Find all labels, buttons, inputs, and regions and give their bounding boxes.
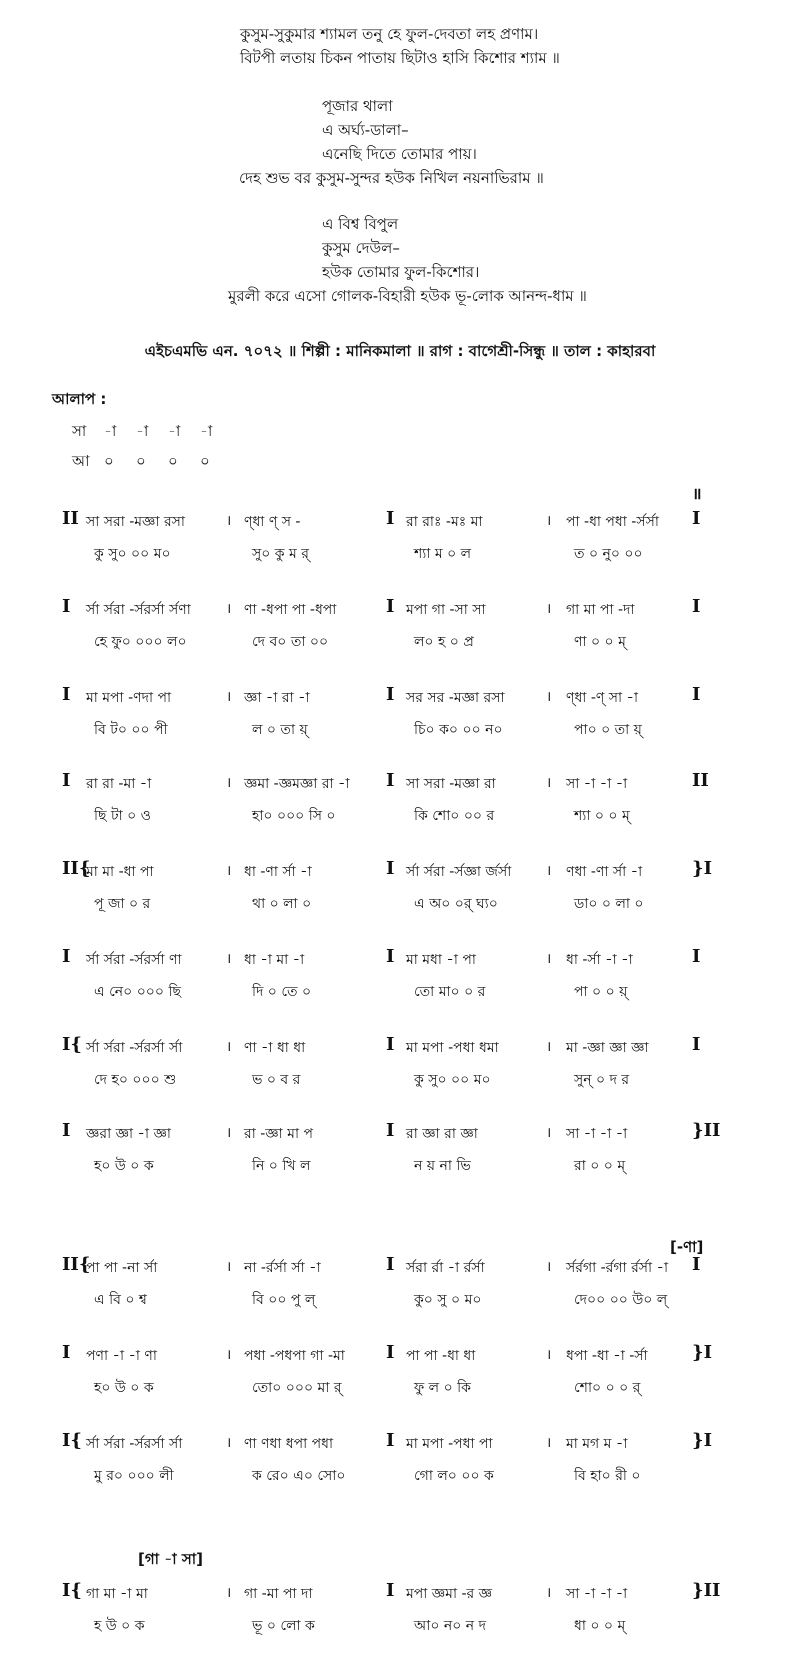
bar-line: I{ <box>62 1430 82 1451</box>
bar-line: । <box>226 951 232 967</box>
lyric-cell: এ বি ০ শ্ব <box>94 1292 147 1308</box>
lyric-cell: ছি টা ০ ও <box>94 808 151 824</box>
bar-line: । <box>226 513 232 529</box>
bar-line: I{ <box>62 1580 82 1601</box>
lyric-cell: পূ জা ০ র <box>94 896 151 912</box>
bar-line: । <box>226 1347 232 1363</box>
swara-cell: র্সা র্সরা -র্সরর্সা র্সা <box>86 1040 183 1056</box>
bar-line: । <box>226 1125 232 1141</box>
bar-line: II <box>62 508 79 529</box>
poem-line: এ বিশ্ব বিপুল <box>322 215 399 233</box>
swara-cell: ণা ণধা ধপা পধা <box>244 1436 334 1452</box>
bar-line: I <box>386 596 395 617</box>
swara-cell: ণ্ধা -ণ্ সা -া <box>566 690 639 706</box>
bar-line: }II <box>692 1580 721 1601</box>
alap-lyric: ০ <box>200 452 210 470</box>
swara-cell: রা জ্ঞা রা জ্ঞা <box>406 1126 478 1142</box>
lyric-cell: এ অ০ ০র্ ঘ্য০ <box>414 896 498 912</box>
swara-cell: ধা -া মা -া <box>244 952 305 968</box>
bar-line: II{ <box>62 858 91 879</box>
bar-line: I <box>386 1580 395 1601</box>
bar-line: । <box>226 1585 232 1601</box>
swara-cell: সা -া -া -া <box>566 1126 628 1142</box>
alap-lyric: আ <box>72 452 90 470</box>
bar-line: }I <box>692 1342 712 1363</box>
lyric-cell: পা ০ ০ য়্ <box>574 984 628 1000</box>
lyric-cell: এ নে০ ০০০ ছি <box>94 984 181 1000</box>
alap-swara: সা <box>72 422 87 440</box>
swara-cell: মপা গা -সা সা <box>406 602 486 618</box>
bar-line: । <box>546 601 552 617</box>
bar-line: I <box>386 1120 395 1141</box>
lyric-cell: কি শো০ ০০ র <box>414 808 495 824</box>
bar-line: I <box>62 946 71 967</box>
bar-line: । <box>226 689 232 705</box>
bar-line: I <box>62 684 71 705</box>
swara-cell: পা পা -ধা ধা <box>406 1348 476 1364</box>
lyric-cell: মু র০ ০০০ লী <box>94 1468 174 1484</box>
swara-cell: র্সা র্সরা -র্সরর্সা র্সণা <box>86 602 191 618</box>
swara-cell: ধপা -ধা -া -র্সা <box>566 1348 648 1364</box>
bar-line: I <box>386 946 395 967</box>
bar-line: । <box>546 775 552 791</box>
alap-lyric: ০ <box>168 452 178 470</box>
lyric-cell: চি০ ক০ ০০ ন০ <box>414 722 503 738</box>
swara-cell: জ্ঞা -া রা -া <box>244 690 310 706</box>
swara-cell: সা -া -া -া <box>566 1586 628 1602</box>
lyric-cell: ত ০ নু০ ০০ <box>574 546 643 562</box>
bar-line: I <box>692 684 701 705</box>
lyric-cell: কু০ সু ০ ম০ <box>414 1292 482 1308</box>
bar-line: । <box>546 1259 552 1275</box>
swara-cell: রা রাঃ -মঃ মা <box>406 514 483 530</box>
alap-swara: -া <box>136 422 149 440</box>
poem-line: বিটপী লতায় চিকন পাতায় ছিটাও হাসি কিশোর শ্যাম ॥ <box>240 49 560 67</box>
swara-cell: ণধা -ণা র্সা -া <box>566 864 643 880</box>
bar-line: I <box>386 770 395 791</box>
bar-line: I{ <box>62 1034 82 1055</box>
lyric-cell: ধা ০ ০ ম্ <box>574 1618 626 1634</box>
swara-cell: র্সা র্সরা -র্সরর্সা ণা <box>86 952 182 968</box>
swara-cell: মা মপা -ণদা পা <box>86 690 172 706</box>
swara-cell: ধা -ণা র্সা -া <box>244 864 312 880</box>
notation-row <box>0 596 800 666</box>
swara-cell: গা মা পা -দা <box>566 602 635 618</box>
swara-cell: জ্ঞরা জ্ঞা -া জ্ঞা <box>86 1126 171 1142</box>
bar-line: । <box>226 1039 232 1055</box>
poem-line: এ অর্ঘ্য-ডালা– <box>322 121 409 139</box>
lyric-cell: বি ট০ ০০ পী <box>94 722 168 738</box>
alap-swara-row <box>72 420 232 445</box>
bar-line: । <box>546 863 552 879</box>
swara-cell: না -র্রর্সা র্সা -া <box>244 1260 321 1276</box>
alap-swara: -া <box>200 422 213 440</box>
bar-line: I <box>692 596 701 617</box>
lyric-cell: গো ল০ ০০ ক <box>414 1468 494 1484</box>
lyric-cell: নি ০ খি ল <box>252 1158 311 1174</box>
poem-line: এনেছি দিতে তোমার পায়। <box>322 145 477 163</box>
bar-line: I <box>692 508 701 529</box>
lyric-cell: সু০ কু ম র্ <box>252 546 309 562</box>
bar-line: । <box>226 775 232 791</box>
alap-label: আলাপ : <box>52 390 107 408</box>
bar-line: I <box>692 1034 701 1055</box>
swara-cell: সা -া -া -া <box>566 776 628 792</box>
lyric-cell: রা ০ ০ ম্ <box>574 1158 626 1174</box>
lyric-cell: ল০ হ ০ প্র <box>414 634 474 650</box>
notation-row <box>0 858 800 928</box>
lyric-cell: কু সু০ ০০ ম০ <box>414 1072 491 1088</box>
lyric-cell: শ্যা ০ ০ ম্ <box>574 808 630 824</box>
poem-line: পূজার থালা <box>322 97 393 115</box>
swara-cell: মপা জ্ঞমা -র জ্ঞ <box>406 1586 493 1602</box>
lyric-cell: ণা ০ ০ ম্ <box>574 634 626 650</box>
lyric-cell: দে০০ ০০ উ০ ল্ <box>574 1292 668 1308</box>
lyric-cell: তো মা০ ০ র <box>414 984 486 1000</box>
swara-cell: সা সরা -মজ্ঞা রসা <box>86 514 185 530</box>
lyric-cell: ডা০ ০ লা ০ <box>574 896 644 912</box>
notation-row <box>0 1254 800 1324</box>
swara-cell: ণা -ধপা পা -ধপা <box>244 602 337 618</box>
alap-lyric-row <box>72 450 232 475</box>
bar-line: I <box>692 946 701 967</box>
lyric-cell: পা০ ০ তা য়্ <box>574 722 642 738</box>
lyric-cell: ভ ০ ব র <box>252 1072 301 1088</box>
notation-row <box>0 684 800 754</box>
swara-cell: মা মপা -পধা ধমা <box>406 1040 499 1056</box>
bar-line: II{ <box>62 1254 91 1275</box>
lyric-cell: ক রে০ এ০ সো০ <box>252 1468 346 1484</box>
bar-line: I <box>62 770 71 791</box>
swara-cell: মা মপা -পধা পা <box>406 1436 493 1452</box>
alap-lyric: ০ <box>136 452 146 470</box>
swara-cell: পা -ধা পধা -র্সর্সা <box>566 514 659 530</box>
bar-line: । <box>546 1585 552 1601</box>
swara-cell: র্সা র্সরা -র্সরর্সা র্সা <box>86 1436 183 1452</box>
lyric-cell: সুন্ ০ দ র <box>574 1072 630 1088</box>
poem-line: কুসুম-সুকুমার শ্যামল তনু হে ফুল-দেবতা লহ প্রণাম। <box>240 25 539 43</box>
lyric-cell: থা ০ লা ০ <box>252 896 312 912</box>
swara-cell: মা -জ্ঞা জ্ঞা জ্ঞা <box>566 1040 649 1056</box>
lyric-cell: তো০ ০০০ মা র্ <box>252 1380 342 1396</box>
lyric-cell: আ০ ন০ ন দ <box>414 1618 486 1634</box>
bar-line: I <box>386 1430 395 1451</box>
lyric-cell: ভূ ০ লো ক <box>252 1618 315 1634</box>
bar-line: । <box>226 601 232 617</box>
bar-line: }II <box>692 1120 721 1141</box>
bar-line: II <box>692 770 709 791</box>
bar-line: । <box>226 1435 232 1451</box>
notation-row <box>0 1342 800 1412</box>
bar-line: । <box>546 1125 552 1141</box>
lyric-cell: দি ০ তে ০ <box>252 984 312 1000</box>
variant-bracket: [-ণা] <box>670 1238 704 1256</box>
bar-line: I <box>62 1342 71 1363</box>
lyric-cell: বি ০০ পু ল্ <box>252 1292 316 1308</box>
bar-line: । <box>546 513 552 529</box>
swara-cell: গা -মা পা দা <box>244 1586 313 1602</box>
alap-swara: -া <box>104 422 117 440</box>
swara-cell: পধা -পধপা গা -মা <box>244 1348 345 1364</box>
bar-line: I <box>386 684 395 705</box>
swara-cell: মা মগ ম -া <box>566 1436 628 1452</box>
bar-line: । <box>546 951 552 967</box>
lyric-cell: হ০ উ ০ ক <box>94 1380 154 1396</box>
swara-cell: গা মা -া মা <box>86 1586 148 1602</box>
swara-cell: রা রা -মা -া <box>86 776 152 792</box>
swara-cell: মা মা -ধা পা <box>86 864 154 880</box>
swara-cell: রা -জ্ঞা মা প <box>244 1126 313 1142</box>
notation-row <box>0 1034 800 1104</box>
double-bar-mark: ॥ <box>692 484 702 503</box>
swara-cell: পণা -া -া ণা <box>86 1348 157 1364</box>
notation-row <box>0 1430 800 1500</box>
poem-line: কুসুম দেউল– <box>322 239 400 257</box>
poem-line: মুরলী করে এসো গোলক-বিহারী হউক ভূ-লোক আনন্দ-ধাম ॥ <box>228 287 587 305</box>
lyric-cell: ফু ল ০ কি <box>414 1380 471 1396</box>
variant-bracket: [গা -া সা] <box>138 1550 203 1568</box>
poem-line: দেহ শুভ বর কুসুম-সুন্দর হউক নিখিল নয়নাভিরাম ॥ <box>239 169 544 187</box>
lyric-cell: হে ফু০ ০০০ ল০ <box>94 634 187 650</box>
swara-cell: সর সর -মজ্ঞা রসা <box>406 690 505 706</box>
bar-line: । <box>226 863 232 879</box>
lyric-cell: দে হ০ ০০০ শু <box>94 1072 177 1088</box>
alap-lyric: ০ <box>104 452 114 470</box>
bar-line: I <box>386 858 395 879</box>
swara-cell: ণ্ধা ণ্ স - <box>244 514 301 530</box>
swara-cell: র্সর্রগা -র্রগা র্রর্সা -া <box>566 1260 669 1276</box>
bar-line: I <box>386 1342 395 1363</box>
bar-line: । <box>546 1435 552 1451</box>
alap-swara: -া <box>168 422 181 440</box>
lyric-cell: হ০ উ ০ ক <box>94 1158 154 1174</box>
lyric-cell: বি হা০ রী ০ <box>574 1468 641 1484</box>
notation-row <box>0 1120 800 1190</box>
bar-line: । <box>546 689 552 705</box>
bar-line: I <box>62 1120 71 1141</box>
swara-cell: র্সা র্সরা -র্সজ্ঞা র্জর্সা <box>406 864 512 880</box>
lyric-cell: শো০ ০ ০ র্ <box>574 1380 641 1396</box>
bar-line: I <box>386 508 395 529</box>
bar-line: I <box>62 596 71 617</box>
lyric-cell: হা০ ০০০ সি ০ <box>252 808 336 824</box>
lyric-cell: শ্যা ম ০ ল <box>414 546 472 562</box>
lyric-cell: দে ব০ তা ০০ <box>252 634 329 650</box>
swara-cell: পা পা -না র্সা <box>86 1260 158 1276</box>
lyric-cell: কু সু০ ০০ ম০ <box>94 546 171 562</box>
swara-cell: ণা -া ধা ধা <box>244 1040 306 1056</box>
bar-line: I <box>692 1254 701 1275</box>
swara-cell: সা সরা -মজ্ঞা রা <box>406 776 496 792</box>
notation-row <box>0 770 800 840</box>
notation-row <box>0 1580 800 1650</box>
bar-line: I <box>386 1254 395 1275</box>
bar-line: । <box>546 1039 552 1055</box>
bar-line: । <box>546 1347 552 1363</box>
notation-row <box>0 946 800 1016</box>
bar-line: }I <box>692 858 712 879</box>
bar-line: I <box>386 1034 395 1055</box>
swara-cell: ধা -র্সা -া -া <box>566 952 633 968</box>
lyric-cell: ন য় না ভি <box>414 1158 471 1174</box>
recording-heading: এইচএমভি এন. ৭০৭২ ॥ শিল্পী : মানিকমালা ॥ রাগ : বাগেশ্রী-সিন্ধু ॥ তাল : কাহারবা <box>144 342 656 360</box>
swara-cell: র্সরা র্রা -া র্রর্সা <box>406 1260 485 1276</box>
bar-line: । <box>226 1259 232 1275</box>
swara-cell: জ্ঞমা -জ্ঞমজ্ঞা রা -া <box>244 776 350 792</box>
lyric-cell: হ উ ০ ক <box>94 1618 145 1634</box>
swara-cell: মা মধা -া পা <box>406 952 476 968</box>
notation-row <box>0 508 800 578</box>
bar-line: }I <box>692 1430 712 1451</box>
poem-line: হউক তোমার ফুল-কিশোর। <box>322 263 480 281</box>
lyric-cell: ল ০ তা য়্ <box>252 722 308 738</box>
